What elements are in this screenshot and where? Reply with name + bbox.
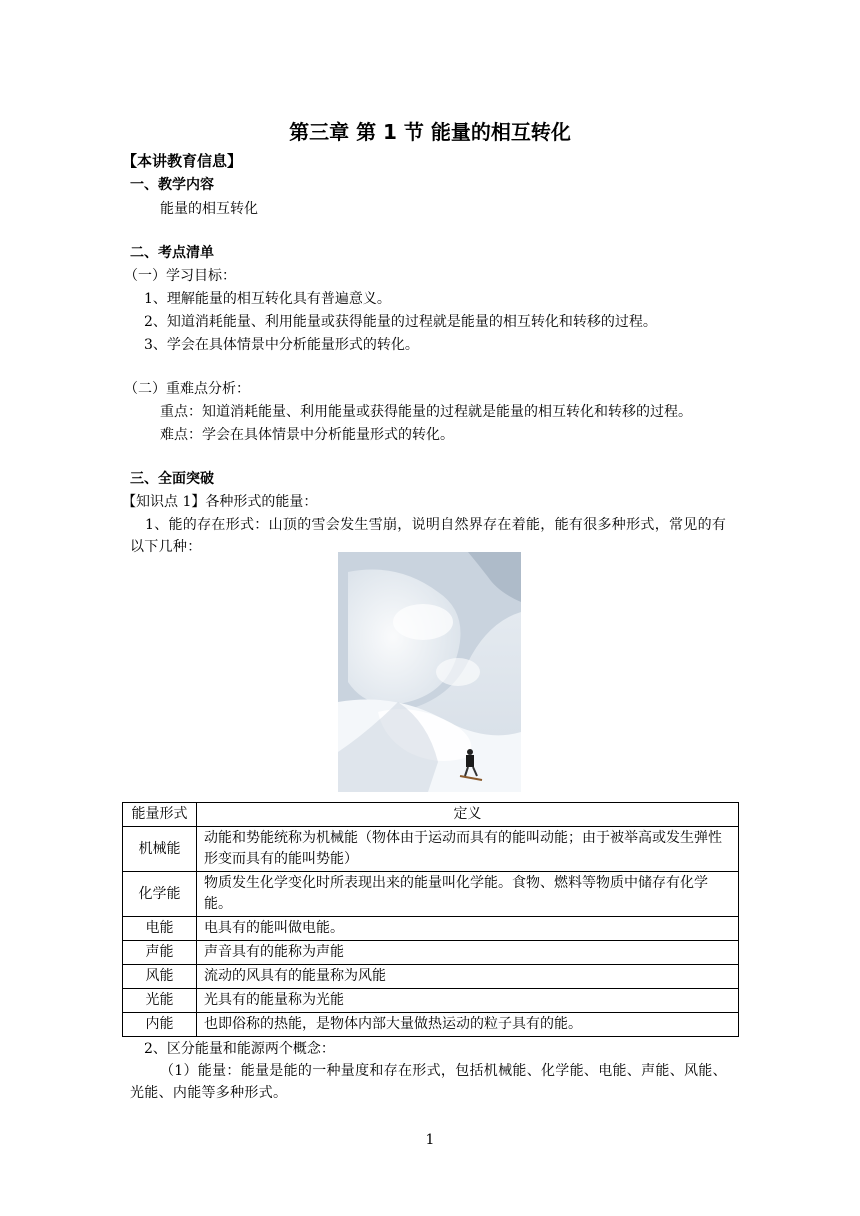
definition-cell: 声音具有的能称为声能 [197, 941, 739, 965]
table-row [123, 827, 739, 872]
table-row [123, 941, 739, 965]
table-header-row [123, 803, 739, 827]
form-cell: 内能 [123, 1013, 197, 1037]
form-cell: 风能 [123, 965, 197, 989]
form-cell: 化学能 [123, 872, 197, 917]
energy-definition-paragraph: （1）能量：能量是能的一种量度和存在形式，包括机械能、化学能、电能、声能、风能、光能、内能等多种形式。 [130, 1063, 727, 1101]
definition-cell: 光具有的能量称为光能 [197, 989, 739, 1013]
table-row [123, 872, 739, 917]
energy-forms-table [122, 802, 739, 1037]
key-point: 重点：知道消耗能量、利用能量或获得能量的过程就是能量的相互转化和转移的过程。 [160, 404, 692, 420]
section1-heading: 一、教学内容 [130, 177, 214, 193]
section3-heading: 三、全面突破 [130, 471, 214, 487]
definition-cell: 也即俗称的热能，是物体内部大量做热运动的粒子具有的能。 [197, 1013, 739, 1037]
key-difficult-heading: （二）重难点分析： [124, 381, 250, 397]
avalanche-photo [338, 552, 521, 792]
energy-forms-intro: 1、能的存在形式：山顶的雪会发生雪崩，说明自然界存在着能，能有很多种形式，常见的有以下几种： [130, 517, 727, 555]
form-cell: 光能 [123, 989, 197, 1013]
form-cell: 电能 [123, 917, 197, 941]
form-cell: 机械能 [123, 827, 197, 872]
definition-cell: 流动的风具有的能量称为风能 [197, 965, 739, 989]
edu-info-heading: 【本讲教育信息】 [122, 152, 243, 170]
difficult-point: 难点：学会在具体情景中分析能量形式的转化。 [160, 427, 454, 443]
page-title: 第三章 第 1 节 能量的相互转化 [289, 120, 571, 144]
knowledge-point-1: 【知识点 1】各种形式的能量： [122, 494, 318, 510]
definition-cell: 电具有的能叫做电能。 [197, 917, 739, 941]
goal-item: 2、知道消耗能量、利用能量或获得能量的过程就是能量的相互转化和转移的过程。 [144, 314, 657, 330]
table-row [123, 917, 739, 941]
definition-cell: 物质发生化学变化时所表现出来的能量叫化学能。食物、燃料等物质中储存有化学能。 [197, 872, 739, 917]
learning-goals-heading: （一）学习目标： [124, 268, 236, 284]
header-form: 能量形式 [123, 803, 197, 827]
table-row [123, 1013, 739, 1037]
goal-item: 3、学会在具体情景中分析能量形式的转化。 [144, 337, 419, 353]
section1-content: 能量的相互转化 [160, 201, 258, 217]
header-definition: 定义 [197, 803, 739, 827]
definition-cell: 动能和势能统称为机械能（物体由于运动而具有的能叫动能；由于被举高或发生弹性形变而具有的能叫势能） [197, 827, 739, 872]
page-number: 1 [425, 1132, 435, 1148]
form-cell: 声能 [123, 941, 197, 965]
table-row [123, 989, 739, 1013]
section2-heading: 二、考点清单 [130, 245, 214, 261]
table-row [123, 965, 739, 989]
goal-item: 1、理解能量的相互转化具有普遍意义。 [144, 291, 391, 307]
distinguish-concepts: 2、区分能量和能源两个概念： [144, 1041, 335, 1057]
